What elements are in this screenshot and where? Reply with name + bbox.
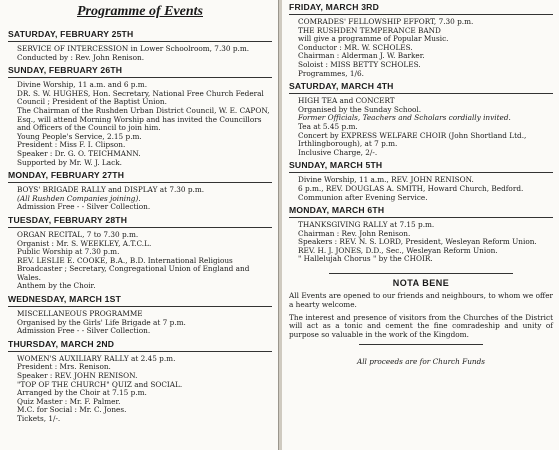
day-heading: SATURDAY, MARCH 4TH <box>289 81 394 92</box>
heading-rule <box>8 77 272 78</box>
event-line: " Hallelujah Chorus " by the CHOIR. <box>298 254 433 264</box>
event-line: Divine Worship, 11 a.m., REV. JOHN RENISON. <box>298 175 474 185</box>
heading-rule <box>289 217 553 218</box>
event-line: Inclusive Charge, 2/-. <box>298 147 378 157</box>
event-line: Admission Free - - Silver Collection. <box>17 326 151 336</box>
left-events-column <box>8 29 272 427</box>
event-line: Arranged by the Choir at 7.15 p.m. <box>17 388 147 398</box>
event-line: M.C. for Social : Mr. C. Jones. <box>17 405 127 415</box>
day-heading: MONDAY, MARCH 6TH <box>289 205 385 216</box>
event-line: Quiz Master : Mr. F. Palmer. <box>17 396 121 406</box>
event-line: Speaker : Dr. G. O. TEICHMANN. <box>17 148 141 158</box>
day-heading: FRIDAY, MARCH 3RD <box>289 2 379 12</box>
heading-rule <box>8 306 272 307</box>
footer-rule <box>359 344 483 345</box>
heading-rule <box>289 93 553 94</box>
nota-bene-title: NOTA BENE <box>392 278 450 289</box>
heading-rule <box>8 41 272 42</box>
event-line: President : Mrs. Renison. <box>17 362 111 372</box>
event-day-section <box>289 2 553 81</box>
event-line: MISCELLANEOUS PROGRAMME <box>17 309 143 319</box>
page-title: Programme of Events <box>77 4 203 19</box>
heading-rule <box>8 182 272 183</box>
event-line: HIGH TEA and CONCERT <box>298 96 395 106</box>
event-line: Divine Worship, 11 a.m. and 6 p.m. <box>17 80 148 90</box>
nota-paragraph-welcome: All Events are opened to our friends and neighbours, to whom we offer a hearty welcome. <box>289 291 553 309</box>
event-day-section <box>8 294 272 339</box>
event-line: Chairman : Rev. John Renison. <box>298 228 411 238</box>
event-line: Public Worship at 7.30 p.m. <box>17 247 120 257</box>
event-line: THANKSGIVING RALLY at 7.15 p.m. <box>298 220 435 230</box>
event-day-section <box>289 81 553 160</box>
nota-top-rule <box>329 273 513 274</box>
event-line: 6 p.m., REV. DOUGLAS A. SMITH, Howard Church, Bedford. <box>298 183 524 193</box>
heading-rule <box>8 351 272 352</box>
event-line: ORGAN RECITAL, 7 to 7.30 p.m. <box>17 229 139 239</box>
event-day-section <box>289 205 553 267</box>
event-line: Organist : Mr. S. WEEKLEY, A.T.C.L. <box>17 238 152 248</box>
event-line: Anthem by the Choir. <box>17 281 96 291</box>
event-day-section <box>289 160 553 205</box>
heading-rule <box>289 172 553 173</box>
event-line: Soloist : MISS BETTY SCHOLES. <box>298 59 421 69</box>
event-line: REV. H. J. JONES, D.D., Sec., Wesleyan Reform Union. <box>298 245 498 255</box>
event-line: DR. S. W. HUGHES, Hon. Secretary, National Free Church Federal Council ; President of the Baptist Union. <box>17 88 264 107</box>
proceeds-footer: All proceeds are for Church Funds <box>356 357 486 367</box>
heading-rule <box>289 14 553 15</box>
event-line: Organised by the Girls' Life Brigade at 7 p.m. <box>17 317 186 327</box>
nota-paragraph-visitors: The interest and presence of visitors from the Churches of the District will act as a tonic and cement the fine comradeship and unity of purpose so valuable in the work of the Kingdom. <box>289 312 553 340</box>
event-day-section <box>8 215 272 294</box>
event-line: Communion after Evening Service. <box>298 192 428 202</box>
event-day-section <box>8 65 272 170</box>
event-line: Tea at 5.45 p.m. <box>298 121 358 131</box>
event-line: Conducted by : Rev. John Renison. <box>17 52 145 62</box>
event-line: SERVICE OF INTERCESSION in Lower Schoolroom, 7.30 p.m. <box>17 44 250 53</box>
day-heading: MONDAY, FEBRUARY 27TH <box>8 170 125 181</box>
event-line: "TOP OF THE CHURCH" QUIZ and SOCIAL. <box>17 379 183 389</box>
event-line: Conductor : MR. W. SCHOLES. <box>298 42 413 52</box>
event-line: Speakers : REV. N. S. LORD, President, Wesleyan Reform Union. <box>298 237 537 247</box>
event-line: WOMEN'S AUXILIARY RALLY at 2.45 p.m. <box>17 353 176 363</box>
day-heading: SUNDAY, FEBRUARY 26TH <box>8 65 123 76</box>
day-heading: SUNDAY, MARCH 5TH <box>289 160 383 171</box>
event-line: will give a programme of Popular Music. <box>298 34 449 44</box>
event-line: Concert by EXPRESS WELFARE CHOIR (John Shortland Ltd., Irthlingborough), at 7 p.m. <box>298 130 527 149</box>
event-line: (All Rushden Companies joining). <box>17 193 141 203</box>
event-line: Chairman : Alderman J. W. Barker. <box>298 51 425 61</box>
event-line: REV. LESLIE E. COOKE, B.A., B.D. International Religious Broadcaster ; Secretary, Congregational Union of England and Wales. <box>17 255 250 282</box>
event-line: Speaker : REV. JOHN RENISON. <box>17 371 138 381</box>
event-line: Tickets, 1/-. <box>17 414 61 423</box>
day-heading: SATURDAY, FEBRUARY 25TH <box>8 29 134 39</box>
right-page <box>281 0 559 450</box>
event-line: Admission Free - - Silver Collection. <box>17 202 151 212</box>
heading-rule <box>8 227 272 228</box>
event-line: Supported by Mr. W. J. Lack. <box>17 157 122 167</box>
event-line: Organised by the Sunday School. <box>298 104 422 114</box>
left-page <box>0 0 278 450</box>
event-day-section <box>8 29 272 65</box>
event-line: Programmes, 1/6. <box>298 68 364 78</box>
day-heading: TUESDAY, FEBRUARY 28TH <box>8 214 128 225</box>
event-day-section <box>8 339 272 427</box>
day-heading: THURSDAY, MARCH 2ND <box>8 338 115 349</box>
event-line: COMRADES' FELLOWSHIP EFFORT, 7.30 p.m. <box>298 17 474 26</box>
event-line: BOYS' BRIGADE RALLY and DISPLAY at 7.30 p.m. <box>17 185 205 195</box>
event-line: The Chairman of the Rushden Urban District Council, W. E. CAPON, Esq., will attend Morning Worship and has invited the Councillors and Officers of the Council to join him. <box>17 105 270 133</box>
right-events-column <box>289 2 553 267</box>
event-line: Former Officials, Teachers and Scholars cordially invited. <box>298 113 511 123</box>
event-line: President : Miss F. I. Clipson. <box>17 140 126 150</box>
event-line: THE RUSHDEN TEMPERANCE BAND <box>298 25 441 35</box>
day-heading: WEDNESDAY, MARCH 1ST <box>8 294 122 305</box>
event-day-section <box>8 170 272 215</box>
event-line: Young People's Service, 2.15 p.m. <box>17 131 142 141</box>
